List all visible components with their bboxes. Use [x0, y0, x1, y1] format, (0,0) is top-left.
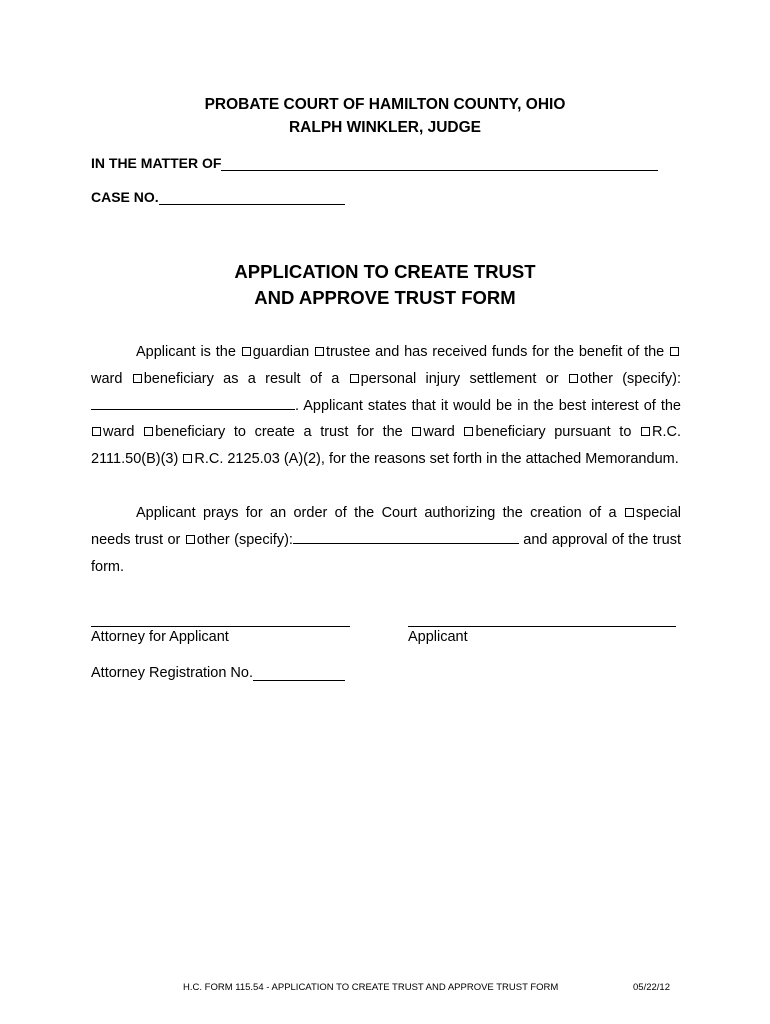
special-needs-label: special needs trust	[91, 505, 682, 548]
registration-number-field[interactable]	[253, 668, 345, 681]
text: Applicant prays for an order of the Court authorizing the creation of a	[136, 505, 617, 521]
form-title-line-2: AND APPROVE TRUST FORM	[254, 287, 516, 308]
rc-2125-label: R.C. 2125.03 (A)(2),	[194, 451, 325, 468]
applicant-signature-label: Applicant	[408, 629, 468, 645]
text: and approval of the trust form.	[91, 531, 681, 575]
rc-2111-label: R.C. 2111.50(B)(3)	[91, 424, 682, 468]
text: as a result of a	[223, 370, 340, 387]
ward-checkbox-3[interactable]	[412, 427, 421, 436]
rc-2125-checkbox[interactable]	[183, 454, 192, 463]
beneficiary-checkbox-2[interactable]	[144, 427, 153, 436]
ward-checkbox-1[interactable]	[670, 347, 679, 356]
attorney-signature-label: Attorney for Applicant	[91, 629, 229, 645]
ward-checkbox-2[interactable]	[92, 427, 101, 436]
judge-name: RALPH WINKLER, JUDGE	[288, 119, 482, 136]
rc-2111-checkbox[interactable]	[641, 427, 650, 436]
footer-form-title: H.C. FORM 115.54 - APPLICATION TO CREATE TRUST AND APPROVE TRUST FORM	[183, 982, 559, 993]
beneficiary-checkbox-1[interactable]	[133, 374, 142, 383]
case-number-field[interactable]	[159, 191, 345, 205]
attorney-signature-line[interactable]	[91, 626, 350, 627]
case-label: CASE NO.	[91, 189, 159, 205]
text: Applicant is the	[136, 344, 236, 360]
registration-row	[91, 665, 345, 681]
text: for the reasons set forth in the attached Memorandum.	[328, 451, 679, 468]
other-checkbox-2[interactable]	[186, 535, 195, 544]
beneficiary-label: beneficiary	[143, 370, 214, 387]
other-label: other (specify):	[196, 531, 293, 548]
application-paragraph	[91, 339, 681, 473]
other-checkbox-1[interactable]	[569, 374, 578, 383]
other-specify-field-1[interactable]	[91, 397, 295, 410]
guardian-checkbox[interactable]	[242, 347, 251, 356]
matter-row	[91, 155, 658, 171]
court-name: PROBATE COURT OF HAMILTON COUNTY, OHIO	[204, 96, 566, 113]
form-title-line-1: APPLICATION TO CREATE TRUST	[234, 261, 536, 282]
trustee-checkbox[interactable]	[315, 347, 324, 356]
registration-label: Attorney Registration No.	[91, 665, 253, 681]
footer-date: 05/22/12	[633, 982, 670, 993]
other-specify-field-2[interactable]	[293, 531, 519, 544]
prayer-paragraph	[91, 500, 681, 580]
text: . Applicant states that it would be in the best interest of the	[295, 397, 681, 414]
personal-injury-checkbox[interactable]	[350, 374, 359, 383]
text: to create a trust for the	[233, 424, 403, 441]
case-row	[91, 189, 345, 205]
text: pursuant to	[554, 424, 632, 441]
ward-label: ward	[91, 370, 123, 387]
guardian-label: guardian	[252, 344, 310, 360]
ward-label: ward	[103, 424, 135, 441]
other-label: other (specify):	[579, 370, 682, 387]
ward-label: ward	[423, 424, 455, 441]
beneficiary-label: beneficiary	[475, 424, 546, 441]
matter-label: IN THE MATTER OF	[91, 155, 222, 171]
applicant-signature-line[interactable]	[408, 626, 676, 627]
text: or	[167, 531, 181, 548]
matter-field[interactable]	[221, 157, 658, 171]
personal-injury-label: personal injury settlement	[360, 370, 537, 387]
special-needs-checkbox[interactable]	[625, 508, 634, 517]
trustee-label: trustee	[325, 344, 371, 360]
text: or	[545, 370, 559, 387]
text: and has received funds for the benefit of the	[375, 344, 665, 360]
beneficiary-checkbox-3[interactable]	[464, 427, 473, 436]
beneficiary-label: beneficiary	[155, 424, 226, 441]
